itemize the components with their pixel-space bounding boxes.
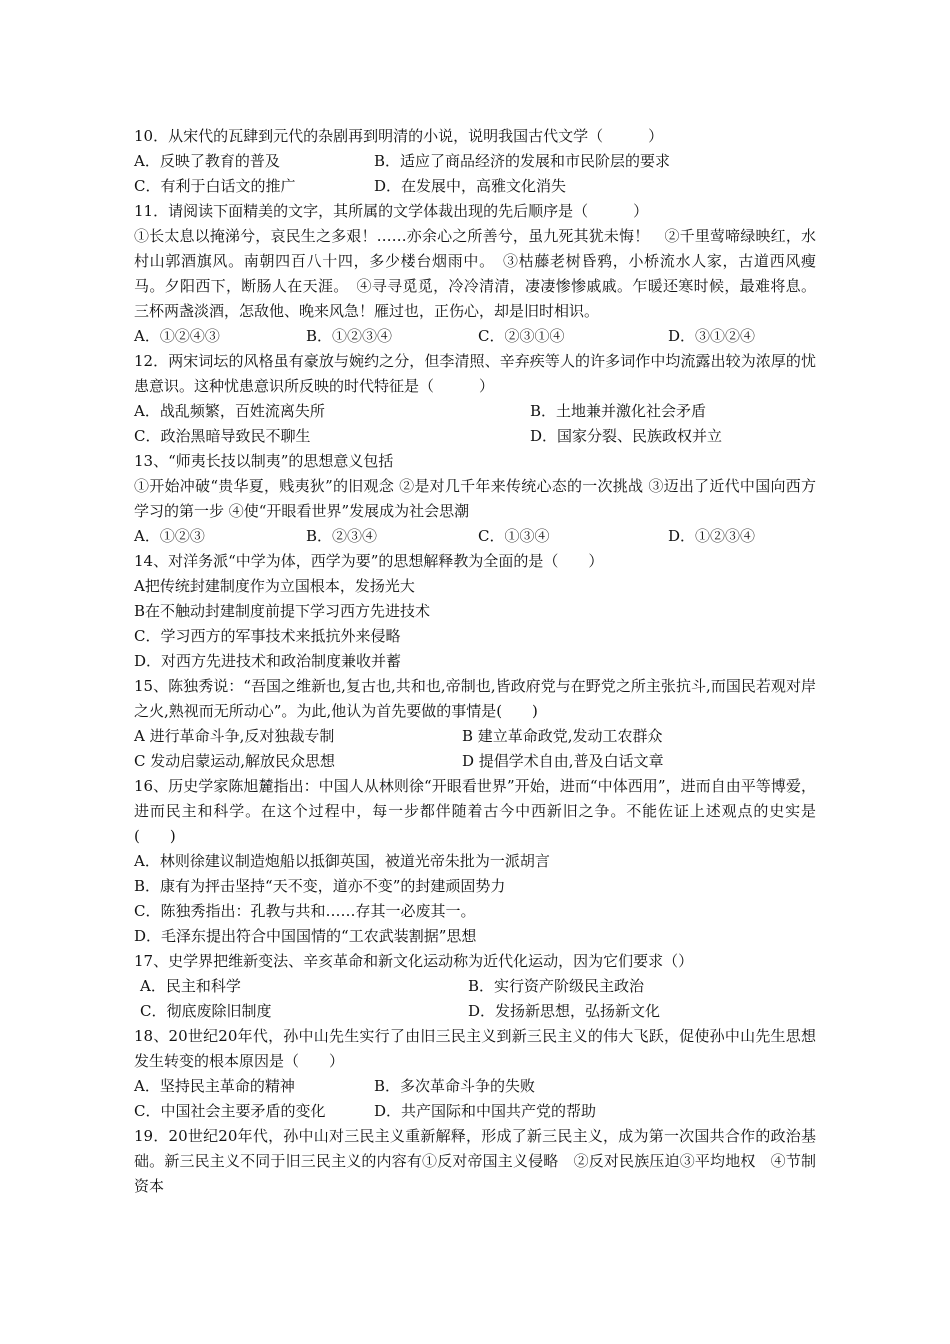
question-17 [134, 949, 816, 1024]
option-d: D 提倡学术自由,普及白话文章 [462, 752, 664, 770]
option-d: D．对西方先进技术和政治制度兼收并蓄 [134, 652, 402, 670]
option-c: C．①③④ [478, 527, 550, 545]
option-d: D．在发展中，高雅文化消失 [374, 177, 567, 195]
option-b: B．①②③④ [306, 327, 393, 345]
options [134, 1074, 816, 1124]
option-a: A．民主和科学 [140, 977, 241, 995]
question-stem: 11．请阅读下面精美的文字，其所属的文学体裁出现的先后顺序是（ ） [134, 202, 649, 220]
question-passage: ①长太息以掩涕兮，哀民生之多艰！……亦余心之所善兮，虽九死其犹未悔！ ②千里莺啼绿映红，水村山郭酒旗风。南朝四百八十四，多少楼台烟雨中。 ③枯藤老树昏鸦，小桥流水人家，古道西风瘦马。夕阳西下，断肠人在天涯。 ④寻寻觅觅，冷冷清清，凄凄惨惨戚戚。乍暖还寒时候，最难将息。三杯两盏淡酒，怎敌他、晚来风急！雁过也，正伤心，却是旧时相识。 [134, 227, 816, 320]
option-b: B．②③④ [306, 527, 378, 545]
option-a: A．战乱频繁，百姓流离失所 [134, 402, 325, 420]
options [134, 399, 816, 449]
option-a: A．①②③ [134, 527, 205, 545]
option-a: A 进行革命斗争,反对独裁专制 [134, 727, 335, 745]
question-passage: ①开始冲破“贵华夏，贱夷狄”的旧观念 ②是对几千年来传统心态的一次挑战 ③迈出了近代中国向西方学习的第一步 ④使“开眼看世界”发展成为社会思潮 [134, 477, 816, 520]
question-16 [134, 774, 816, 949]
question-stem: 12．两宋词坛的风格虽有豪放与婉约之分，但李清照、辛弃疾等人的许多词作中均流露出较为浓厚的忧患意识。这种忧患意识所反映的时代特征是（ ） [134, 352, 816, 395]
option-c: C．有利于白话文的推广 [134, 177, 296, 195]
options [134, 324, 816, 349]
question-11 [134, 199, 816, 349]
question-10 [134, 124, 816, 199]
option-a: A．林则徐建议制造炮船以抵御英国，被道光帝朱批为一派胡言 [134, 852, 550, 870]
question-stem: 15、陈独秀说：“吾国之维新也,复古也,共和也,帝制也,皆政府党与在野党之所主张抗斗,而国民若观对岸之火,熟视而无所动心”。为此,他认为首先要做的事情是( ) [134, 677, 816, 720]
option-d: D．③①②④ [668, 327, 756, 345]
option-b: B．适应了商品经济的发展和市民阶层的要求 [374, 152, 671, 170]
question-stem: 17、史学界把维新变法、辛亥革命和新文化运动称为近代化运动，因为它们要求（） [134, 952, 694, 970]
option-b: B 建立革命政党,发动工农群众 [462, 727, 663, 745]
question-14 [134, 549, 816, 674]
option-a: A．坚持民主革命的精神 [134, 1077, 295, 1095]
options [134, 724, 816, 774]
option-c: C．②③①④ [478, 327, 565, 345]
option-c: C．中国社会主要矛盾的变化 [134, 1102, 326, 1120]
option-b: B在不触动封建制度前提下学习西方先进技术 [134, 602, 431, 620]
question-13 [134, 449, 816, 549]
options [134, 849, 816, 949]
question-15 [134, 674, 816, 774]
option-b: B．多次革命斗争的失败 [374, 1077, 536, 1095]
question-stem: 19．20世纪20年代，孙中山对三民主义重新解释，形成了新三民主义，成为第一次国共合作的政治基础。新三民主义不同于旧三民主义的内容有①反对帝国主义侵略 ②反对民族压迫③平均地权 ④节制资本 [134, 1127, 816, 1195]
option-a: A把传统封建制度作为立国根本，发扬光大 [134, 577, 415, 595]
option-d: D．共产国际和中国共产党的帮助 [374, 1102, 597, 1120]
question-19 [134, 1124, 816, 1199]
option-c: C．陈独秀指出：孔教与共和……存其一必废其一。 [134, 902, 476, 920]
option-a: A．反映了教育的普及 [134, 152, 280, 170]
option-b: B．土地兼并激化社会矛盾 [530, 402, 707, 420]
question-18 [134, 1024, 816, 1124]
option-d: D．毛泽东提出符合中国国情的“工农武装割据”思想 [134, 927, 477, 945]
option-d: D．发扬新思想，弘扬新文化 [468, 1002, 661, 1020]
option-d: D．国家分裂、民族政权并立 [530, 427, 723, 445]
question-stem: 10．从宋代的瓦肆到元代的杂剧再到明清的小说，说明我国古代文学（ ） [134, 127, 664, 145]
options [134, 974, 816, 1024]
question-stem: 14、对洋务派“中学为体，西学为要”的思想解释教为全面的是（ ） [134, 552, 604, 570]
exam-page [134, 124, 816, 1199]
option-c: C．学习西方的军事技术来抵抗外来侵略 [134, 627, 401, 645]
question-stem: 13、“师夷长技以制夷”的思想意义包括 [134, 452, 394, 470]
option-c: C．彻底废除旧制度 [140, 1002, 272, 1020]
option-d: D．①②③④ [668, 527, 756, 545]
question-12 [134, 349, 816, 449]
options [134, 149, 816, 199]
question-stem: 16、历史学家陈旭麓指出：中国人从林则徐“开眼看世界”开始，进而“中体西用”，进而自由平等博爱，进而民主和科学。在这个过程中，每一步都伴随着古今中西新旧之争。不能佐证上述观点的史实是( ) [134, 777, 816, 845]
options [134, 574, 816, 674]
question-stem: 18、20世纪20年代，孙中山先生实行了由旧三民主义到新三民主义的伟大飞跃，促使孙中山先生思想发生转变的根本原因是（ ） [134, 1027, 816, 1070]
options [134, 524, 816, 549]
option-b: B．实行资产阶级民主政治 [468, 977, 645, 995]
option-c: C．政治黑暗导致民不聊生 [134, 427, 311, 445]
option-a: A．①②④③ [134, 327, 220, 345]
option-b: B．康有为抨击坚持“天不变，道亦不变”的封建顽固势力 [134, 877, 506, 895]
option-c: C 发动启蒙运动,解放民众思想 [134, 752, 336, 770]
